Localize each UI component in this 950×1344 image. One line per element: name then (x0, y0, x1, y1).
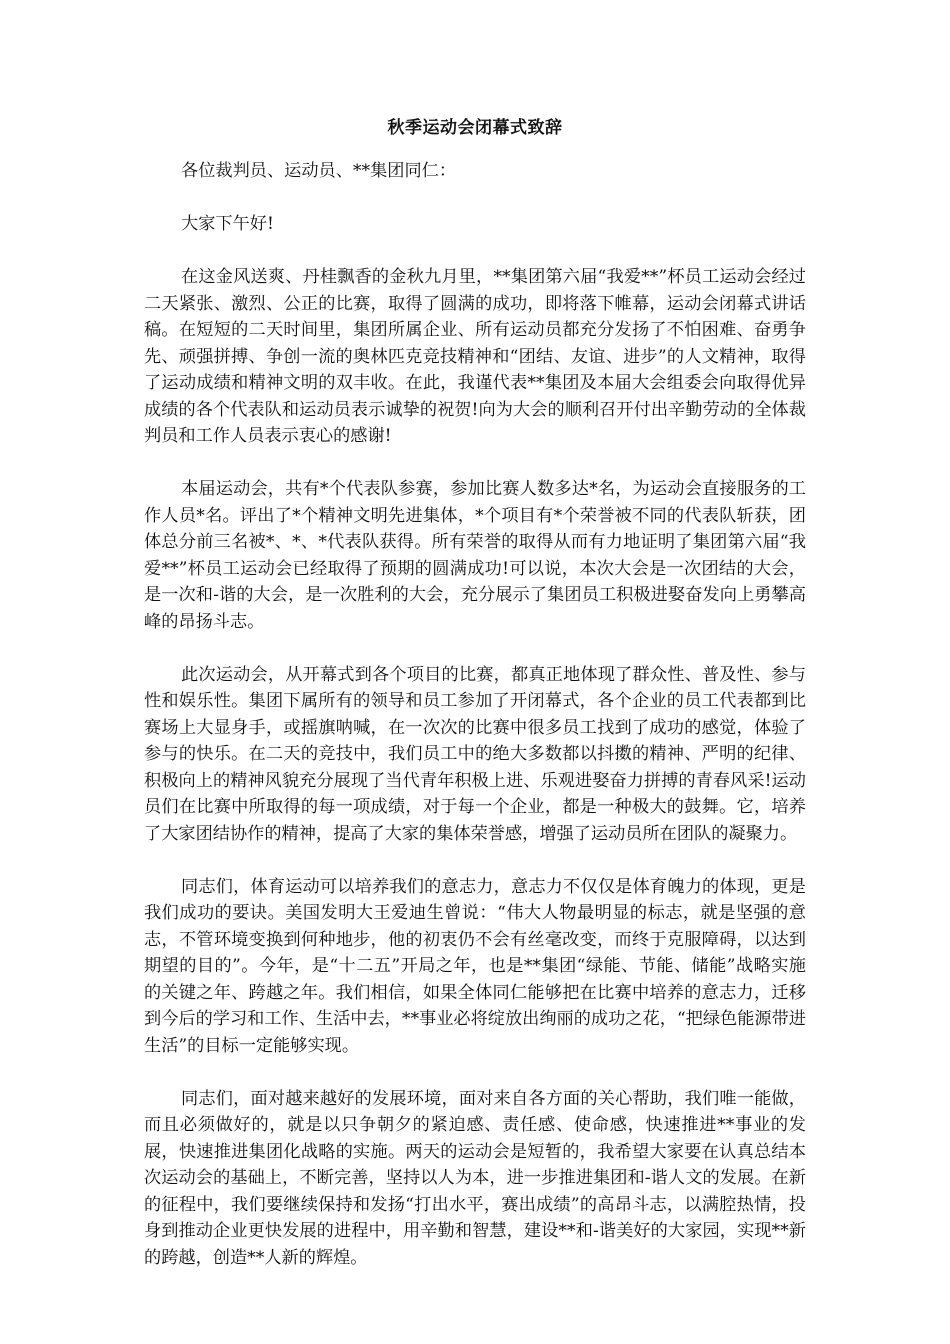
document-body (144, 158, 806, 1298)
document-title: 秋季运动会闭幕式致辞 (387, 118, 563, 138)
paragraph-results: 本届运动会，共有*个代表队参赛，参加比赛人数多达*名，为运动会直接服务的工作人员*名。评出了*个精神文明先进集体，*个项目有*个荣誉被不同的代表队斩获，团体总分前三名被*、*、*代表队获得。所有荣誉的取得从而有力地证明了集团第六届“我爱**”杯员工运动会已经取得了预期的圆满成功!可以说，本次大会是一次团结的大会，是一次和-谐的大会，是一次胜利的大会，充分展示了集团员工积极进娶奋发向上勇攀高峰的昂扬斗志。 (144, 479, 806, 632)
salutation: 各位裁判员、运动员、**集团同仁： (181, 161, 457, 181)
paragraph-willpower: 同志们，体育运动可以培养我们的意志力，意志力不仅仅是体育魄力的体现，更是我们成功的要诀。美国发明大王爱迪生曾说：“伟大人物最明显的标志，就是坚强的意志，不管环境变换到何种地步，他的初衷仍不会有丝毫改变，而终于克服障碍，以达到期望的目的”。今年，是“十二五”开局之年，也是**集团“绿能、节能、储能”战略实施的关键之年、跨越之年。我们相信，如果全体同仁能够把在比赛中培养的意志力，迁移到今后的学习和工作、生活中去，**事业必将绽放出绚丽的成功之花，“把绿色能源带进生活”的目标一定能够实现。 (144, 876, 806, 1056)
paragraph-opening: 在这金风送爽、丹桂飘香的金秋九月里，**集团第六届“我爱**”杯员工运动会经过二天紧张、激烈、公正的比赛，取得了圆满的成功，即将落下帷幕，运动会闭幕式讲话稿。在短短的二天时间里，集团所属企业、所有运动员都充分发扬了不怕困难、奋勇争先、顽强拼搏、争创一流的奥林匹克竞技精神和“团结、友谊、进步”的人文精神，取得了运动成绩和精神文明的双丰收。在此，我谨代表**集团及本届大会组委会向取得优异成绩的各个代表队和运动员表示诚挚的祝贺!向为大会的顺利召开付出辛勤劳动的全体裁判员和工作人员表示衷心的感谢! (144, 267, 806, 446)
paragraph-participation: 此次运动会，从开幕式到各个项目的比赛，都真正地体现了群众性、普及性、参与性和娱乐性。集团下属所有的领导和员工参加了开闭幕式，各个企业的员工代表都到比赛场上大显身手，或摇旗呐喊，在一次次的比赛中很多员工找到了成功的感觉，体验了参与的快乐。在二天的竞技中，我们员工中的绝大多数都以抖擞的精神、严明的纪律、积极向上的精神风貌充分展现了当代青年积极上进、乐观进娶奋力拼搏的青春风采!运动员们在比赛中所取得的每一项成绩，对于每一个企业，都是一种极大的鼓舞。它，培养了大家团结协作的精神，提高了大家的集体荣誉感，增强了运动员所在团队的凝聚力。 (144, 664, 806, 844)
paragraph-closing: 同志们，面对越来越好的发展环境，面对来自各方面的关心帮助，我们唯一能做，而且必须做好的，就是以只争朝夕的紧迫感、责任感、使命感，快速推进**事业的发展，快速推进集团化战略的实施。两天的运动会是短暂的，我希望大家要在认真总结本次运动会的基础上，不断完善，坚持以人为本，进一步推进集团和-谐人文的发展。在新的征程中，我们要继续保持和发扬“打出水平，赛出成绩”的高昂斗志，以满腔热情，投身到推动企业更快发展的进程中，用辛勤和智慧，建设**和-谐美好的大家园，实现**新的跨越，创造**人新的辉煌。 (144, 1088, 806, 1268)
greeting: 大家下午好! (181, 214, 274, 234)
